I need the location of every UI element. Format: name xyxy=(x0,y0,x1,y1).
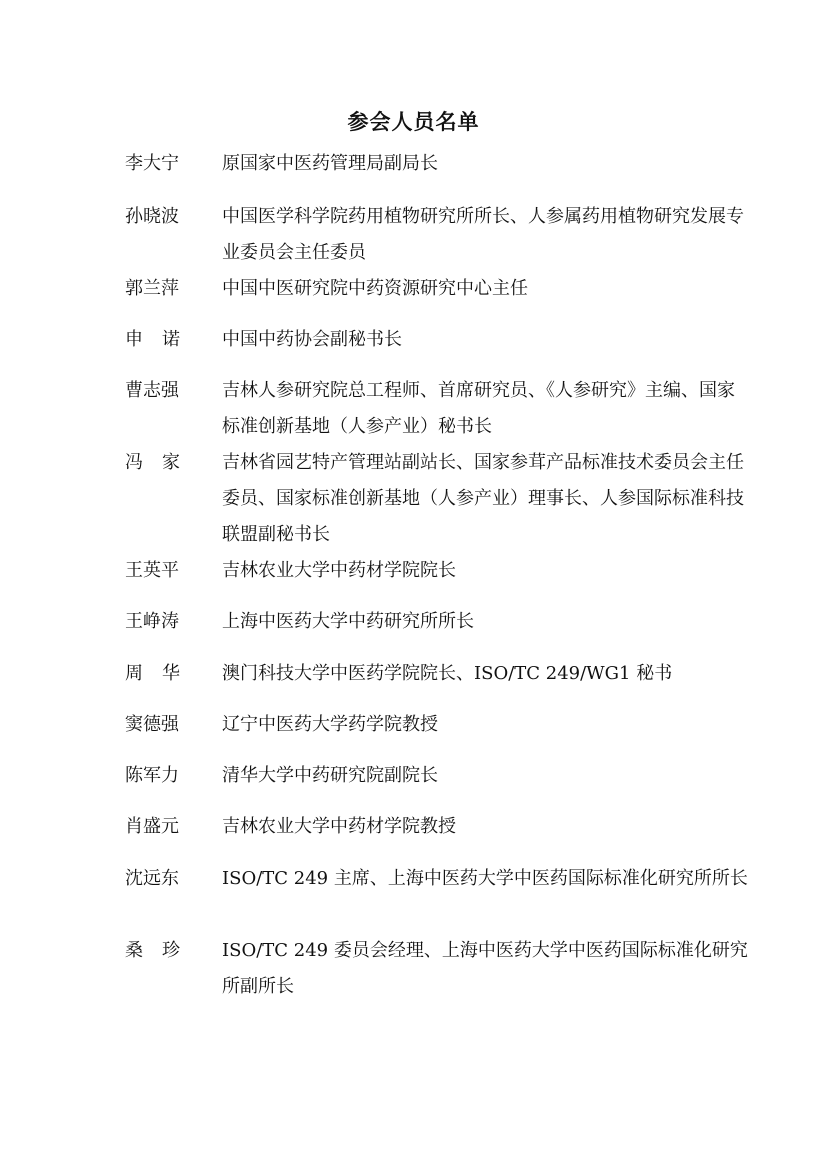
participant-name: 冯家 xyxy=(125,452,199,473)
participant-name: 桑珍 xyxy=(125,940,199,961)
participant-role: 吉林农业大学中药材学院教授 xyxy=(222,816,456,837)
participant-name: 申诺 xyxy=(125,329,199,350)
participant-name: 郭兰萍 xyxy=(125,278,179,299)
page-title: 参会人员名单 xyxy=(347,109,480,134)
participant-role: 中国中药协会副秘书长 xyxy=(222,329,402,350)
participant-role: 中国医学科学院药用植物研究所所长、人参属药用植物研究发展专业委员会主任委员 xyxy=(222,206,744,263)
participant-role: ISO/TC 249 委员会经理、上海中医药大学中医药国际标准化研究所副所长 xyxy=(222,940,748,997)
participant-role: 中国中医研究院中药资源研究中心主任 xyxy=(222,278,528,299)
participant-role: 辽宁中医药大学药学院教授 xyxy=(222,714,438,735)
participant-role: 吉林人参研究院总工程师、首席研究员、《人参研究》主编、国家标准创新基地（人参产业）秘书长 xyxy=(222,380,735,437)
participant-name: 李大宁 xyxy=(125,153,179,174)
participant-name: 沈远东 xyxy=(125,868,179,889)
participant-name: 窦德强 xyxy=(125,714,179,735)
participant-role: 吉林省园艺特产管理站副站长、国家参茸产品标准技术委员会主任委员、国家标准创新基地（人参产业）理事长、人参国际标准科技联盟副秘书长 xyxy=(222,452,744,545)
participant-name: 陈军力 xyxy=(125,765,179,786)
participant-name: 肖盛元 xyxy=(125,816,179,837)
participant-role: 澳门科技大学中医药学院院长、ISO/TC 249/WG1 秘书 xyxy=(222,663,673,684)
participant-name: 王峥涛 xyxy=(125,611,179,632)
participant-role: 上海中医药大学中药研究所所长 xyxy=(222,611,474,632)
participant-role: ISO/TC 249 主席、上海中医药大学中医药国际标准化研究所所长 xyxy=(222,868,748,889)
participant-role: 吉林农业大学中药材学院院长 xyxy=(222,560,456,581)
participant-name: 周华 xyxy=(125,663,199,684)
participant-name: 王英平 xyxy=(125,560,179,581)
participant-role: 清华大学中药研究院副院长 xyxy=(222,765,438,786)
participant-role: 原国家中医药管理局副局长 xyxy=(222,153,438,174)
participant-name: 曹志强 xyxy=(125,380,179,401)
participant-name: 孙晓波 xyxy=(125,206,179,227)
